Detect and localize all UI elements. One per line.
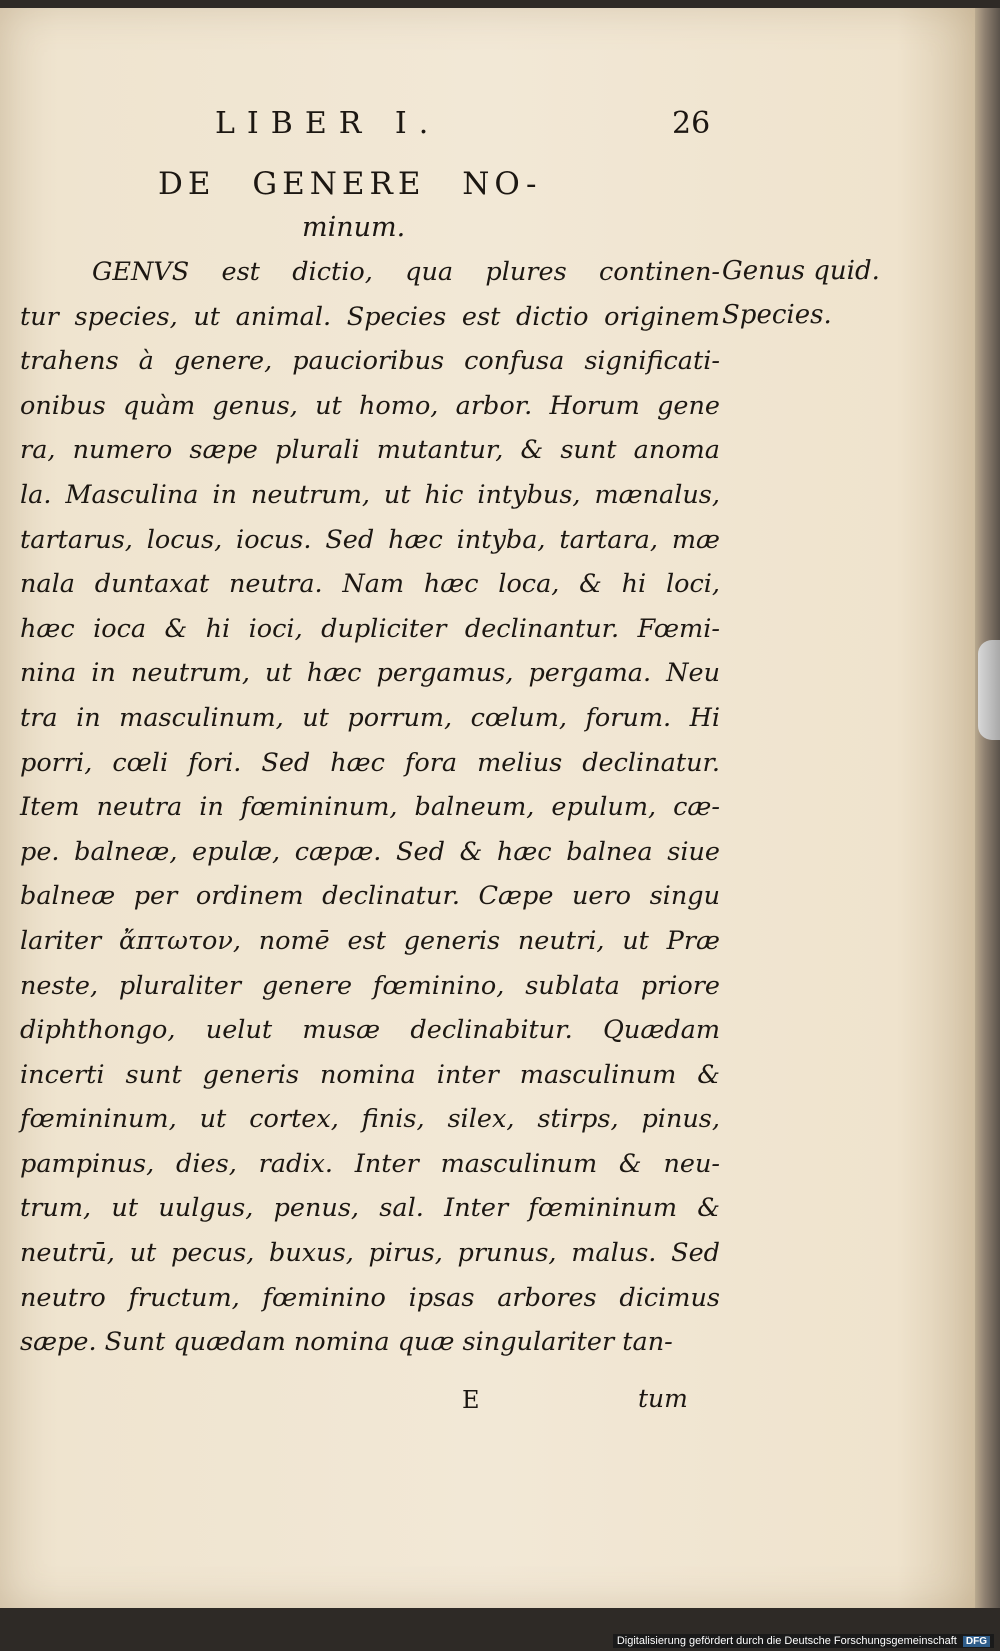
catchword: tum [638,1384,688,1413]
text-line: porri, cœli fori. Sed hæc fora melius declinatur. [20,747,720,778]
text-line: balneæ per ordinem declinatur. Cæpe uero singu [20,881,720,912]
body-text [20,250,720,1365]
text-line: neste, pluraliter genere fœminino, sublata priore [20,970,720,1001]
text-line: diphthongo, uelut musæ declinabitur. Quædam [20,1015,720,1046]
page-number: 26 [672,106,711,141]
text-line: ra, numero sæpe plurali mutantur, & sunt anoma [20,435,720,466]
running-head: LIBER I. [215,106,441,141]
text-line: hæc ioca & hi ioci, dupliciter declinantur. Fœmi- [20,613,720,644]
text-line: tra in masculinum, ut porrum, cœlum, forum. Hi [20,702,720,733]
text-line: la. Masculina in neutrum, ut hic intybus, mænalus, [20,479,720,510]
text-line: neutrū, ut pecus, buxus, pirus, prunus, malus. Sed [20,1238,720,1269]
text-line: lariter ἄπτωτον, nomē est generis neutri, ut Præ [20,925,720,956]
chapter-heading-continuation: minum. [302,212,406,243]
text-line: neutro fructum, fœminino ipsas arbores dicimus [20,1282,720,1313]
page-clip-tab [978,640,1000,740]
text-line: tur species, ut animal. Species est dictio originem [20,301,720,332]
text-line: nina in neutrum, ut hæc pergamus, pergama. Neu [20,658,720,689]
marginal-note-species: Species. [722,300,832,330]
digitization-credit [613,1634,994,1648]
text-line: pampinus, dies, radix. Inter masculinum & neu- [20,1148,720,1179]
marginal-note-genus: Genus quid. [722,256,880,286]
text-line: trahens à genere, paucioribus confusa significati- [20,346,720,377]
text-line: onibus quàm genus, ut homo, arbor. Horum gene [20,390,720,421]
signature-mark: E [462,1386,480,1414]
text-line: tartarus, locus, iocus. Sed hæc intyba, tartara, mæ [20,524,720,555]
text-line: trum, ut uulgus, penus, sal. Inter fœmininum & [20,1193,720,1224]
text-line: sæpe. Sunt quædam nomina quæ singulariter tan- [20,1327,673,1358]
text-line: nala duntaxat neutra. Nam hæc loca, & hi loci, [20,569,720,600]
text-line: fœmininum, ut cortex, finis, silex, stirps, pinus, [20,1104,720,1135]
text-line: Item neutra in fœmininum, balneum, epulum, cæ- [20,792,720,823]
dfg-logo: DFG [963,1636,990,1647]
text-line: incerti sunt generis nomina inter masculinum & [20,1059,720,1090]
page-edge [975,8,1000,1608]
text-line: pe. balneæ, epulæ, cæpæ. Sed & hæc balnea siue [20,836,720,867]
text-line: GENVS est dictio, qua plures continen- [92,257,720,287]
credit-text: Digitalisierung gefördert durch die Deutsche Forschungsgemeinschaft [616,1635,957,1647]
chapter-heading: DE GENERE NO- [158,166,542,202]
